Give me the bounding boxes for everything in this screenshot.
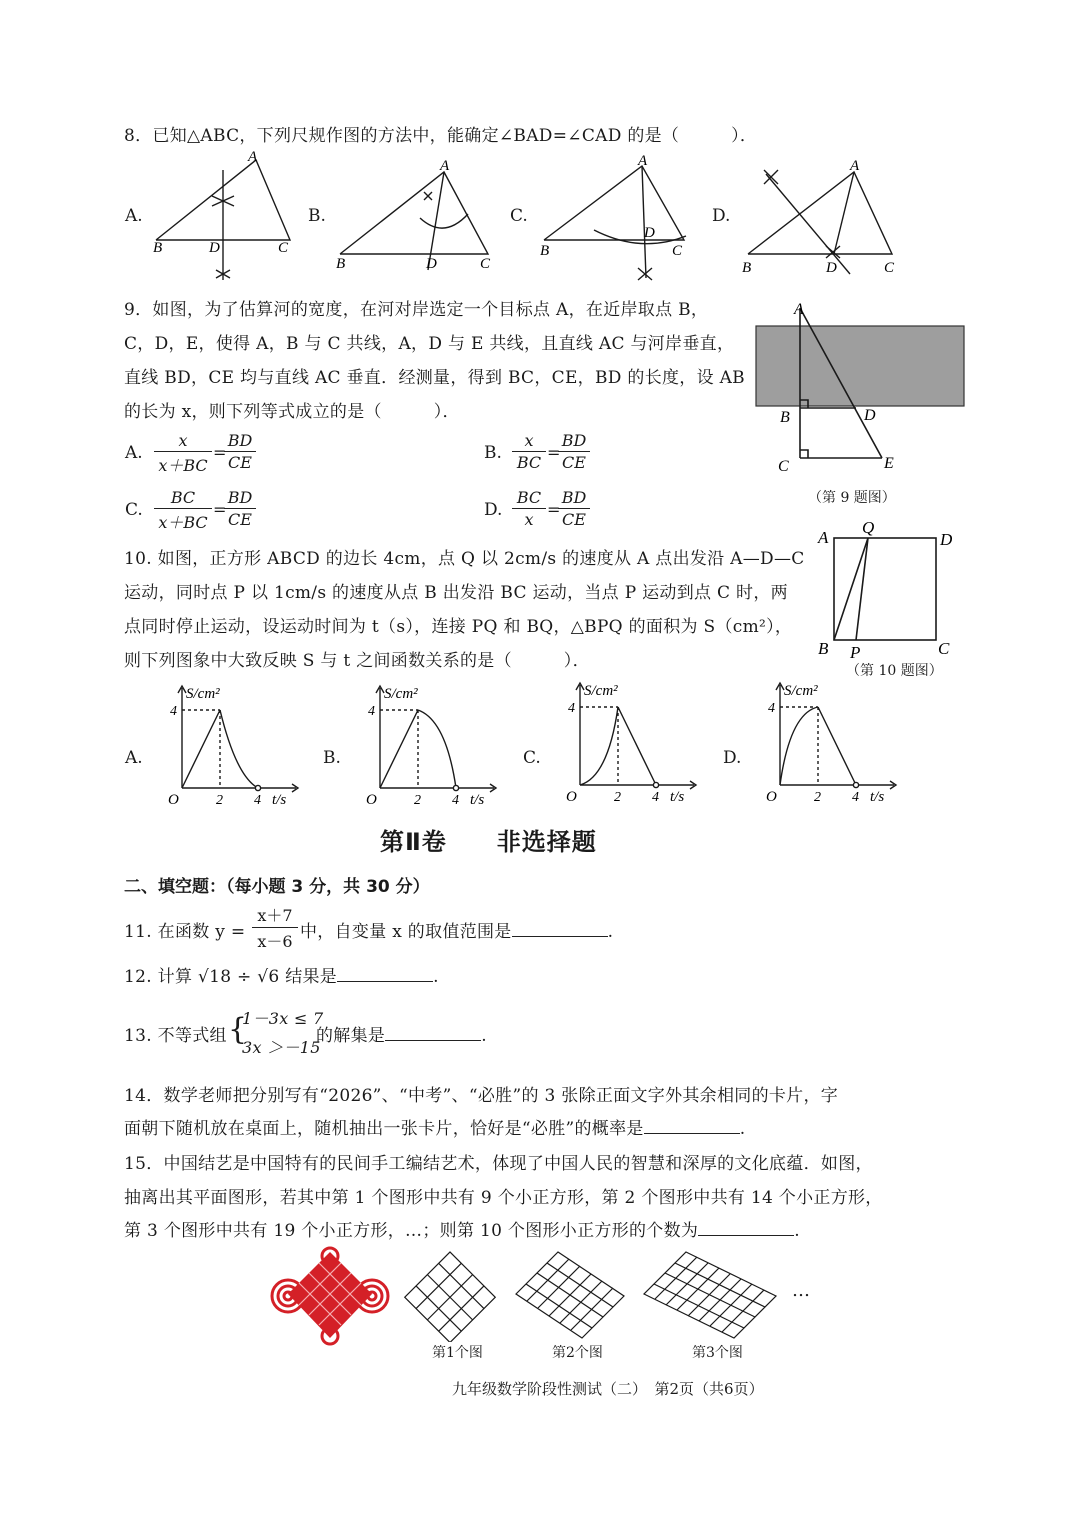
q9-option-a-label: A. — [125, 443, 143, 463]
q14-line-2 — [124, 1114, 745, 1139]
q8b-point-d: D — [426, 256, 437, 272]
q10-option-b-label: B. — [323, 748, 341, 768]
fraction-denominator: x＋BC — [158, 513, 208, 532]
q8-option-c-label: C. — [510, 206, 528, 226]
q14-end: . — [739, 1119, 746, 1139]
q8-figure-a — [148, 148, 298, 283]
graph-x-label: t/s — [870, 789, 885, 805]
graph-y-label: S/cm² — [384, 686, 418, 702]
q8c-point-d: D — [644, 225, 655, 241]
q12-line — [124, 962, 439, 987]
q14-line-2-text: 面朝下随机放在桌面上，随机抽出一张卡片，恰好是“必胜”的概率是 — [124, 1119, 644, 1139]
q8a-point-b: B — [153, 240, 163, 256]
answer-blank[interactable] — [385, 1024, 481, 1041]
answer-blank[interactable] — [512, 920, 608, 937]
q12-end: . — [433, 967, 439, 987]
graph-x-label: t/s — [470, 792, 485, 808]
q8a-point-a: A — [248, 149, 258, 165]
q15-line-2: 抽离出其平面图形，若其中第 1 个图形中共有 9 个小正方形，第 2 个图形中共有 14 个小正方形， — [124, 1188, 883, 1208]
graph-x-tick: 4 — [652, 790, 659, 805]
q9-option-b-right-fraction — [558, 431, 590, 472]
answer-blank[interactable] — [337, 965, 433, 982]
graph-x-tick: 2 — [814, 790, 821, 805]
graph-y-label: S/cm² — [784, 683, 818, 699]
q9-option-b-left-fraction — [512, 431, 546, 472]
q10-option-a-label: A. — [125, 748, 143, 768]
q9-option-d-left-fraction — [512, 488, 546, 529]
q8b-point-b: B — [336, 256, 346, 272]
q10-point-p: P — [850, 643, 861, 662]
fraction-numerator: BD — [224, 431, 256, 452]
q8-figure-b — [332, 148, 502, 278]
fraction-denominator: x＋BC — [158, 456, 208, 475]
q10-point-c: C — [938, 639, 950, 658]
q10-graph-c — [556, 677, 701, 807]
q9-option-c-label: C. — [125, 500, 143, 520]
pattern-caption-2: 第2个图 — [552, 1345, 603, 1361]
page-footer: 九年级数学阶段性测试（二） 第2页（共6页） — [452, 1380, 764, 1398]
fraction-denominator: BC — [516, 453, 542, 472]
fraction-denominator: CE — [562, 453, 586, 472]
q10-graph-b — [356, 680, 501, 810]
pattern-caption-1: 第1个图 — [432, 1345, 483, 1361]
q10-figure-square — [812, 516, 962, 664]
q10-graph-a — [158, 680, 303, 810]
equals-sign: = — [547, 443, 561, 462]
q10-line-3: 点同时停止运动，设运动时间为 t（s），连接 PQ 和 BQ，△BPQ 的面积为 S（cm²）， — [124, 617, 793, 637]
q8d-point-d: D — [826, 260, 837, 276]
q9-point-d: D — [864, 407, 876, 424]
chinese-knot-icon — [266, 1244, 394, 1346]
q9-option-c-right-fraction — [224, 488, 256, 529]
q9-figure-river — [752, 296, 968, 476]
pattern-ellipsis: … — [792, 1280, 810, 1301]
part-2-title: 第Ⅱ卷 非选择题 — [380, 828, 597, 856]
graph-x-tick: 4 — [452, 793, 459, 808]
graph-y-tick: 4 — [568, 701, 575, 716]
graph-origin: O — [366, 792, 377, 808]
q9-option-d-right-fraction — [558, 488, 590, 529]
graph-origin: O — [168, 792, 179, 808]
q9-line-1: 9．如图，为了估算河的宽度，在河对岸选定一个目标点 A，在近岸取点 B， — [124, 300, 709, 320]
q10-point-d: D — [940, 530, 953, 549]
pattern-figure-2 — [512, 1248, 628, 1342]
q15-line-1: 15．中国结艺是中国特有的民间手工编结艺术，体现了中国人民的智慧和深厚的文化底蕴．如图， — [124, 1154, 873, 1174]
q8-option-a-label: A. — [125, 206, 143, 226]
graph-x-label: t/s — [272, 792, 287, 808]
q9-point-b: B — [780, 409, 790, 426]
q8c-point-c: C — [672, 243, 683, 259]
equals-sign: = — [547, 500, 561, 519]
fraction-denominator: CE — [228, 453, 252, 472]
q9-point-c: C — [778, 458, 789, 475]
graph-x-tick: 4 — [852, 790, 859, 805]
q9-option-c-left-fraction — [154, 488, 212, 533]
q13-end: . — [481, 1026, 487, 1046]
q9-point-e: E — [884, 455, 894, 472]
q10-point-a: A — [818, 528, 829, 547]
fraction-numerator: BD — [558, 431, 590, 452]
fraction-numerator: BD — [224, 488, 256, 509]
graph-x-label: t/s — [670, 789, 685, 805]
fraction-denominator: x－6 — [257, 932, 293, 951]
q8-stem: 8．已知△ABC，下列尺规作图的方法中，能确定∠BAD=∠CAD 的是（ ）． — [124, 126, 758, 146]
q11-end: . — [607, 922, 614, 942]
fraction-numerator: x＋7 — [252, 903, 298, 928]
equals-sign: = — [213, 500, 227, 519]
fraction-numerator: BC — [154, 488, 212, 509]
q8-figure-d — [738, 148, 908, 283]
q9-option-b-label: B. — [484, 443, 502, 463]
q8-figure-c — [536, 148, 696, 283]
river-band — [756, 326, 964, 406]
answer-blank[interactable] — [698, 1219, 794, 1236]
q10-graph-d — [756, 677, 901, 807]
fraction-numerator: x — [512, 431, 546, 452]
q11-fraction — [252, 903, 298, 952]
q8-option-d-label: D. — [712, 206, 731, 226]
q9-figure-caption: （第 9 题图） — [808, 490, 896, 506]
q10-line-2: 运动，同时点 P 以 1cm/s 的速度从点 B 出发沿 BC 运动，当点 P 运动到点 C 时，两 — [124, 583, 788, 603]
graph-y-label: S/cm² — [186, 686, 220, 702]
graph-x-tick: 4 — [254, 793, 261, 808]
brace-icon: { — [228, 1012, 248, 1047]
q9-line-3: 直线 BD，CE 均与直线 AC 垂直．经测量，得到 BC，CE，BD 的长度，设 AB — [124, 368, 745, 388]
q10-line-4: 则下列图象中大致反映 S 与 t 之间函数关系的是（ ）． — [124, 651, 590, 671]
fraction-numerator: BD — [558, 488, 590, 509]
graph-y-tick: 4 — [768, 701, 775, 716]
fraction-denominator: x — [524, 510, 534, 529]
q8-option-b-label: B. — [308, 206, 326, 226]
graph-origin: O — [566, 789, 577, 805]
q8d-point-c: C — [884, 260, 895, 276]
pattern-figure-1 — [404, 1248, 496, 1342]
graph-x-tick: 2 — [614, 790, 621, 805]
q15-end: . — [794, 1221, 800, 1241]
answer-blank[interactable] — [644, 1117, 740, 1134]
q9-option-a-left-fraction — [154, 431, 212, 476]
fraction-numerator: x — [154, 431, 212, 452]
q8b-point-a: A — [440, 158, 450, 174]
graph-y-tick: 4 — [368, 704, 375, 719]
q15-line-3-text: 第 3 个图形中共有 19 个小正方形，…；则第 10 个图形小正方形的个数为 — [124, 1221, 699, 1241]
q10-point-b: B — [818, 639, 829, 658]
q10-point-q: Q — [862, 518, 875, 537]
section-2-title: 二、填空题：（每小题 3 分，共 30 分） — [124, 877, 430, 897]
graph-y-label: S/cm² — [584, 683, 618, 699]
q9-point-a: A — [794, 301, 804, 318]
q8d-point-a: A — [850, 158, 860, 174]
q13-inequality-2: 3x ＞－15 — [242, 1038, 321, 1057]
q8a-point-d: D — [209, 240, 220, 256]
q9-option-d-label: D. — [484, 500, 503, 520]
q10-line-1: 10. 如图，正方形 ABCD 的边长 4cm，点 Q 以 2cm/s 的速度从 A 点出发沿 A—D—C — [124, 549, 805, 569]
pattern-figure-3 — [640, 1248, 780, 1342]
graph-y-tick: 4 — [170, 704, 177, 719]
q8d-point-b: B — [742, 260, 752, 276]
q9-line-2: C，D，E，使得 A，B 与 C 共线，A，D 与 E 共线，且直线 AC 与河岸垂直， — [124, 334, 735, 354]
equals-sign: = — [213, 443, 227, 462]
graph-x-tick: 2 — [216, 793, 223, 808]
fraction-denominator: CE — [562, 510, 586, 529]
q14-line-1: 14．数学老师把分别写有“2026”、“中考”、“必胜”的 3 张除正面文字外其余相同的卡片，字 — [124, 1086, 839, 1106]
fraction-numerator: BC — [512, 488, 546, 509]
q8a-point-c: C — [278, 240, 289, 256]
q12-text: 12. 计算 √18 ÷ √6 结果是 — [124, 967, 338, 987]
q8c-point-a: A — [638, 153, 648, 169]
q10-figure-caption: （第 10 题图） — [846, 663, 943, 679]
q13-suffix — [316, 1021, 487, 1046]
q9-line-4: 的长为 x，则下列等式成立的是（ ）． — [124, 402, 460, 422]
q8c-point-b: B — [540, 243, 550, 259]
q10-option-c-label: C. — [523, 748, 541, 768]
q10-option-d-label: D. — [723, 748, 742, 768]
q11-suffix — [300, 917, 613, 942]
q13-suffix-text: 的解集是 — [316, 1026, 386, 1046]
q15-line-3 — [124, 1216, 800, 1241]
q11-prefix: 11. 在函数 y = — [124, 922, 246, 942]
q9-option-a-right-fraction — [224, 431, 256, 472]
graph-x-tick: 2 — [414, 793, 421, 808]
graph-origin: O — [766, 789, 777, 805]
q11-suffix-text: 中，自变量 x 的取值范围是 — [300, 922, 512, 942]
pattern-caption-3: 第3个图 — [692, 1345, 743, 1361]
q13-prefix: 13. 不等式组 — [124, 1026, 227, 1046]
q13-inequality-1: 1－3x ≤ 7 — [242, 1009, 324, 1028]
fraction-denominator: CE — [228, 510, 252, 529]
q8b-point-c: C — [480, 256, 491, 272]
